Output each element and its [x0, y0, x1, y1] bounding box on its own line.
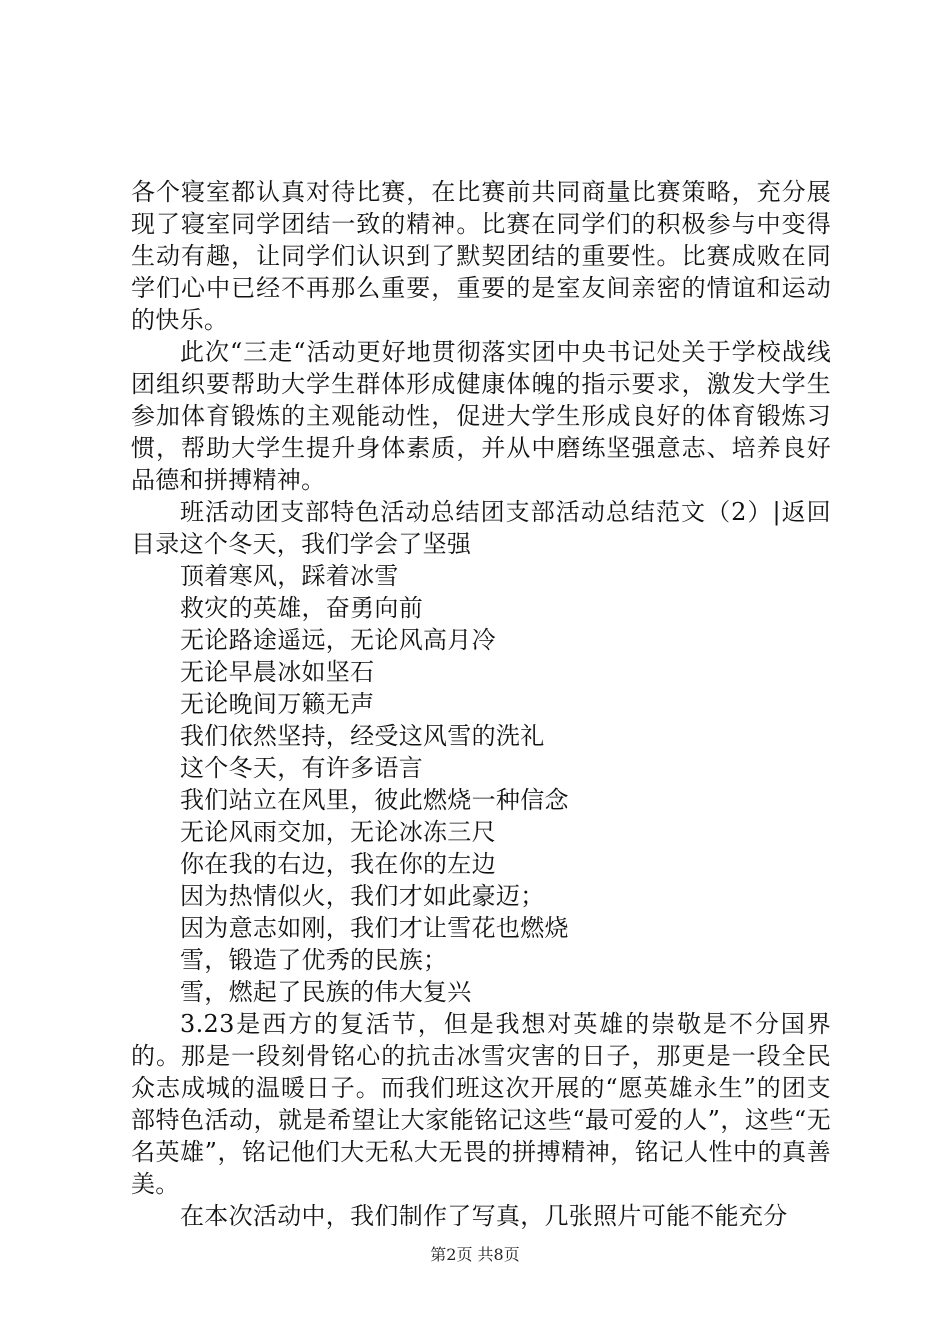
paragraph-easter-heroes: 3.23是西方的复活节，但是我想对英雄的崇敬是不分国界的。那是一段刻骨铭心的抗击冰雪灾害的日子，那更是一段全民众志成城的温暖日子。而我们班这次开展的“愿英雄永生”的团支部特色活动，就是希望让大家能铭记这些“最可爱的人”，这些“无名英雄”，铭记他们大无私大无畏的拼搏精神，铭记人性中的真善美。 — [131, 1010, 831, 1198]
poem-line: 因为意志如刚，我们才让雪花也燃烧 — [180, 914, 569, 942]
poem-line: 我们站立在风里，彼此燃烧一种信念 — [180, 786, 569, 814]
poem — [131, 560, 831, 1008]
paragraph-three-walks-activity: 此次“三走“活动更好地贯彻落实团中央书记处关于学校战线团组织要帮助大学生群体形成健康体魄的指示要求，激发大学生参加体育锻炼的主观能动性，促进大学生形成良好的体育锻炼习惯，帮助大学生提升身体素质，并从中磨练坚强意志、培养良好品德和拼搏精神。 — [131, 338, 831, 494]
poem-line: 因为热情似火，我们才如此豪迈； — [180, 882, 545, 910]
poem-line: 无论路途遥远，无论风高月冷 — [180, 626, 496, 654]
poem-line: 你在我的右边，我在你的左边 — [180, 850, 496, 878]
poem-line: 雪，锻造了优秀的民族； — [180, 946, 448, 974]
poem-line: 我们依然坚持，经受这风雪的洗礼 — [180, 722, 545, 750]
paragraph-activity-photos: 在本次活动中，我们制作了写真，几张照片可能不能充分 — [180, 1202, 788, 1230]
poem-line: 无论风雨交加，无论冰冻三尺 — [180, 818, 496, 846]
document-body — [131, 176, 831, 1232]
poem-line: 无论晚间万籁无声 — [180, 690, 375, 718]
paragraph-dorm-competition: 各个寝室都认真对待比赛，在比赛前共同商量比赛策略，充分展现了寝室同学团结一致的精神。比赛在同学们的积极参与中变得生动有趣，让同学们认识到了默契团结的重要性。比赛成败在同学们心中已经不再那么重要，重要的是室友间亲密的情谊和运动的快乐。 — [131, 178, 831, 334]
poem-line: 这个冬天，有许多语言 — [180, 754, 423, 782]
page-footer: 第2页 共8页 — [430, 1245, 520, 1264]
paragraph-section-heading: 班活动团支部特色活动总结团支部活动总结范文（2）|返回目录这个冬天，我们学会了坚强 — [131, 498, 831, 558]
poem-line: 无论早晨冰如坚石 — [180, 658, 375, 686]
poem-line: 顶着寒风，踩着冰雪 — [180, 562, 399, 590]
poem-line: 救灾的英雄，奋勇向前 — [180, 594, 423, 622]
poem-line: 雪，燃起了民族的伟大复兴 — [180, 978, 472, 1006]
